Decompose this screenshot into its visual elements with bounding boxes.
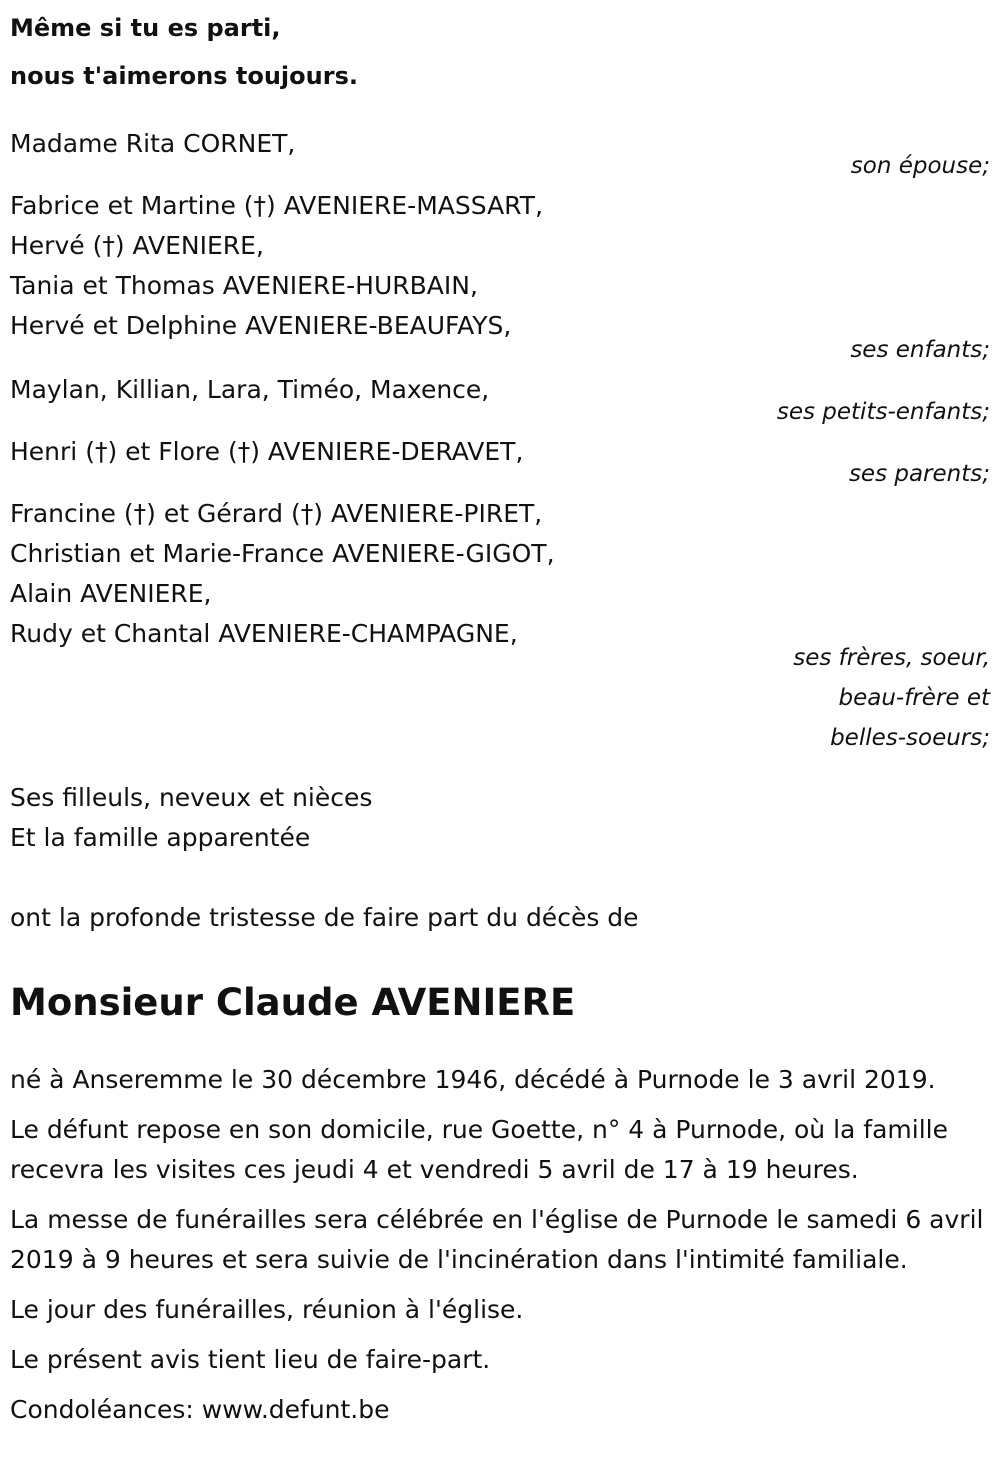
family-name-line: Maylan, Killian, Lara, Timéo, Maxence, xyxy=(10,375,490,404)
relation-label: ses petits-enfants; xyxy=(776,399,990,425)
notice-paragraph: Le présent avis tient lieu de faire-part. xyxy=(10,1345,491,1374)
relation-label: ses parents; xyxy=(848,461,990,487)
family-name-line: Alain AVENIERE, xyxy=(10,579,212,608)
deceased-name: Monsieur Claude AVENIERE xyxy=(10,981,576,1024)
relation-label: belles-soeurs; xyxy=(830,725,990,751)
other-relatives-line: Ses filleuls, neveux et nièces xyxy=(10,783,373,812)
family-name-line: Henri (†) et Flore (†) AVENIERE-DERAVET, xyxy=(10,437,524,466)
relation-label: ses frères, soeur, xyxy=(793,645,990,671)
obituary-page xyxy=(10,0,990,1430)
funeral-meeting-paragraph: Le jour des funérailles, réunion à l'église. xyxy=(10,1295,524,1324)
family-name-line: Tania et Thomas AVENIERE-HURBAIN, xyxy=(10,271,478,300)
epitaph-line: Même si tu es parti, xyxy=(10,14,281,42)
relation-label: ses enfants; xyxy=(850,337,990,363)
family-name-line: Hervé et Delphine AVENIERE-BEAUFAYS, xyxy=(10,311,512,340)
family-group-siblings xyxy=(10,494,990,758)
epitaph-line: nous t'aimerons toujours. xyxy=(10,62,358,90)
relation-label: son épouse; xyxy=(850,153,990,179)
funeral-mass-paragraph: La messe de funérailles sera célébrée en l'église de Purnode le samedi 6 avril 2019 à 9 heures et sera suivie de l'incinération dans l'intimité familiale. xyxy=(10,1205,984,1274)
family-name-line: Christian et Marie-France AVENIERE-GIGOT, xyxy=(10,539,555,568)
family-name-line: Rudy et Chantal AVENIERE-CHAMPAGNE, xyxy=(10,619,518,648)
relation-label: beau-frère et xyxy=(838,685,990,711)
family-group-children xyxy=(10,186,990,370)
family-name-line: Madame Rita CORNET, xyxy=(10,129,296,158)
other-relatives xyxy=(10,778,990,858)
family-name-line: Hervé (†) AVENIERE, xyxy=(10,231,264,260)
family-group-spouse xyxy=(10,124,990,186)
birth-death-paragraph: né à Anseremme le 30 décembre 1946, décédé à Purnode le 3 avril 2019. xyxy=(10,1065,936,1094)
announcement-text: ont la profonde tristesse de faire part du décès de xyxy=(10,903,639,932)
family-group-parents xyxy=(10,432,990,494)
family-name-line: Fabrice et Martine (†) AVENIERE-MASSART, xyxy=(10,191,543,220)
visitation-paragraph: Le défunt repose en son domicile, rue Goette, n° 4 à Purnode, où la famille recevra les visites ces jeudi 4 et vendredi 5 avril de 17 à 19 heures. xyxy=(10,1115,948,1184)
other-relatives-line: Et la famille apparentée xyxy=(10,823,311,852)
family-name-line: Francine (†) et Gérard (†) AVENIERE-PIRET, xyxy=(10,499,543,528)
epitaph xyxy=(10,4,990,100)
condolences-paragraph: Condoléances: www.defunt.be xyxy=(10,1395,390,1424)
family-group-grandchildren xyxy=(10,370,990,432)
